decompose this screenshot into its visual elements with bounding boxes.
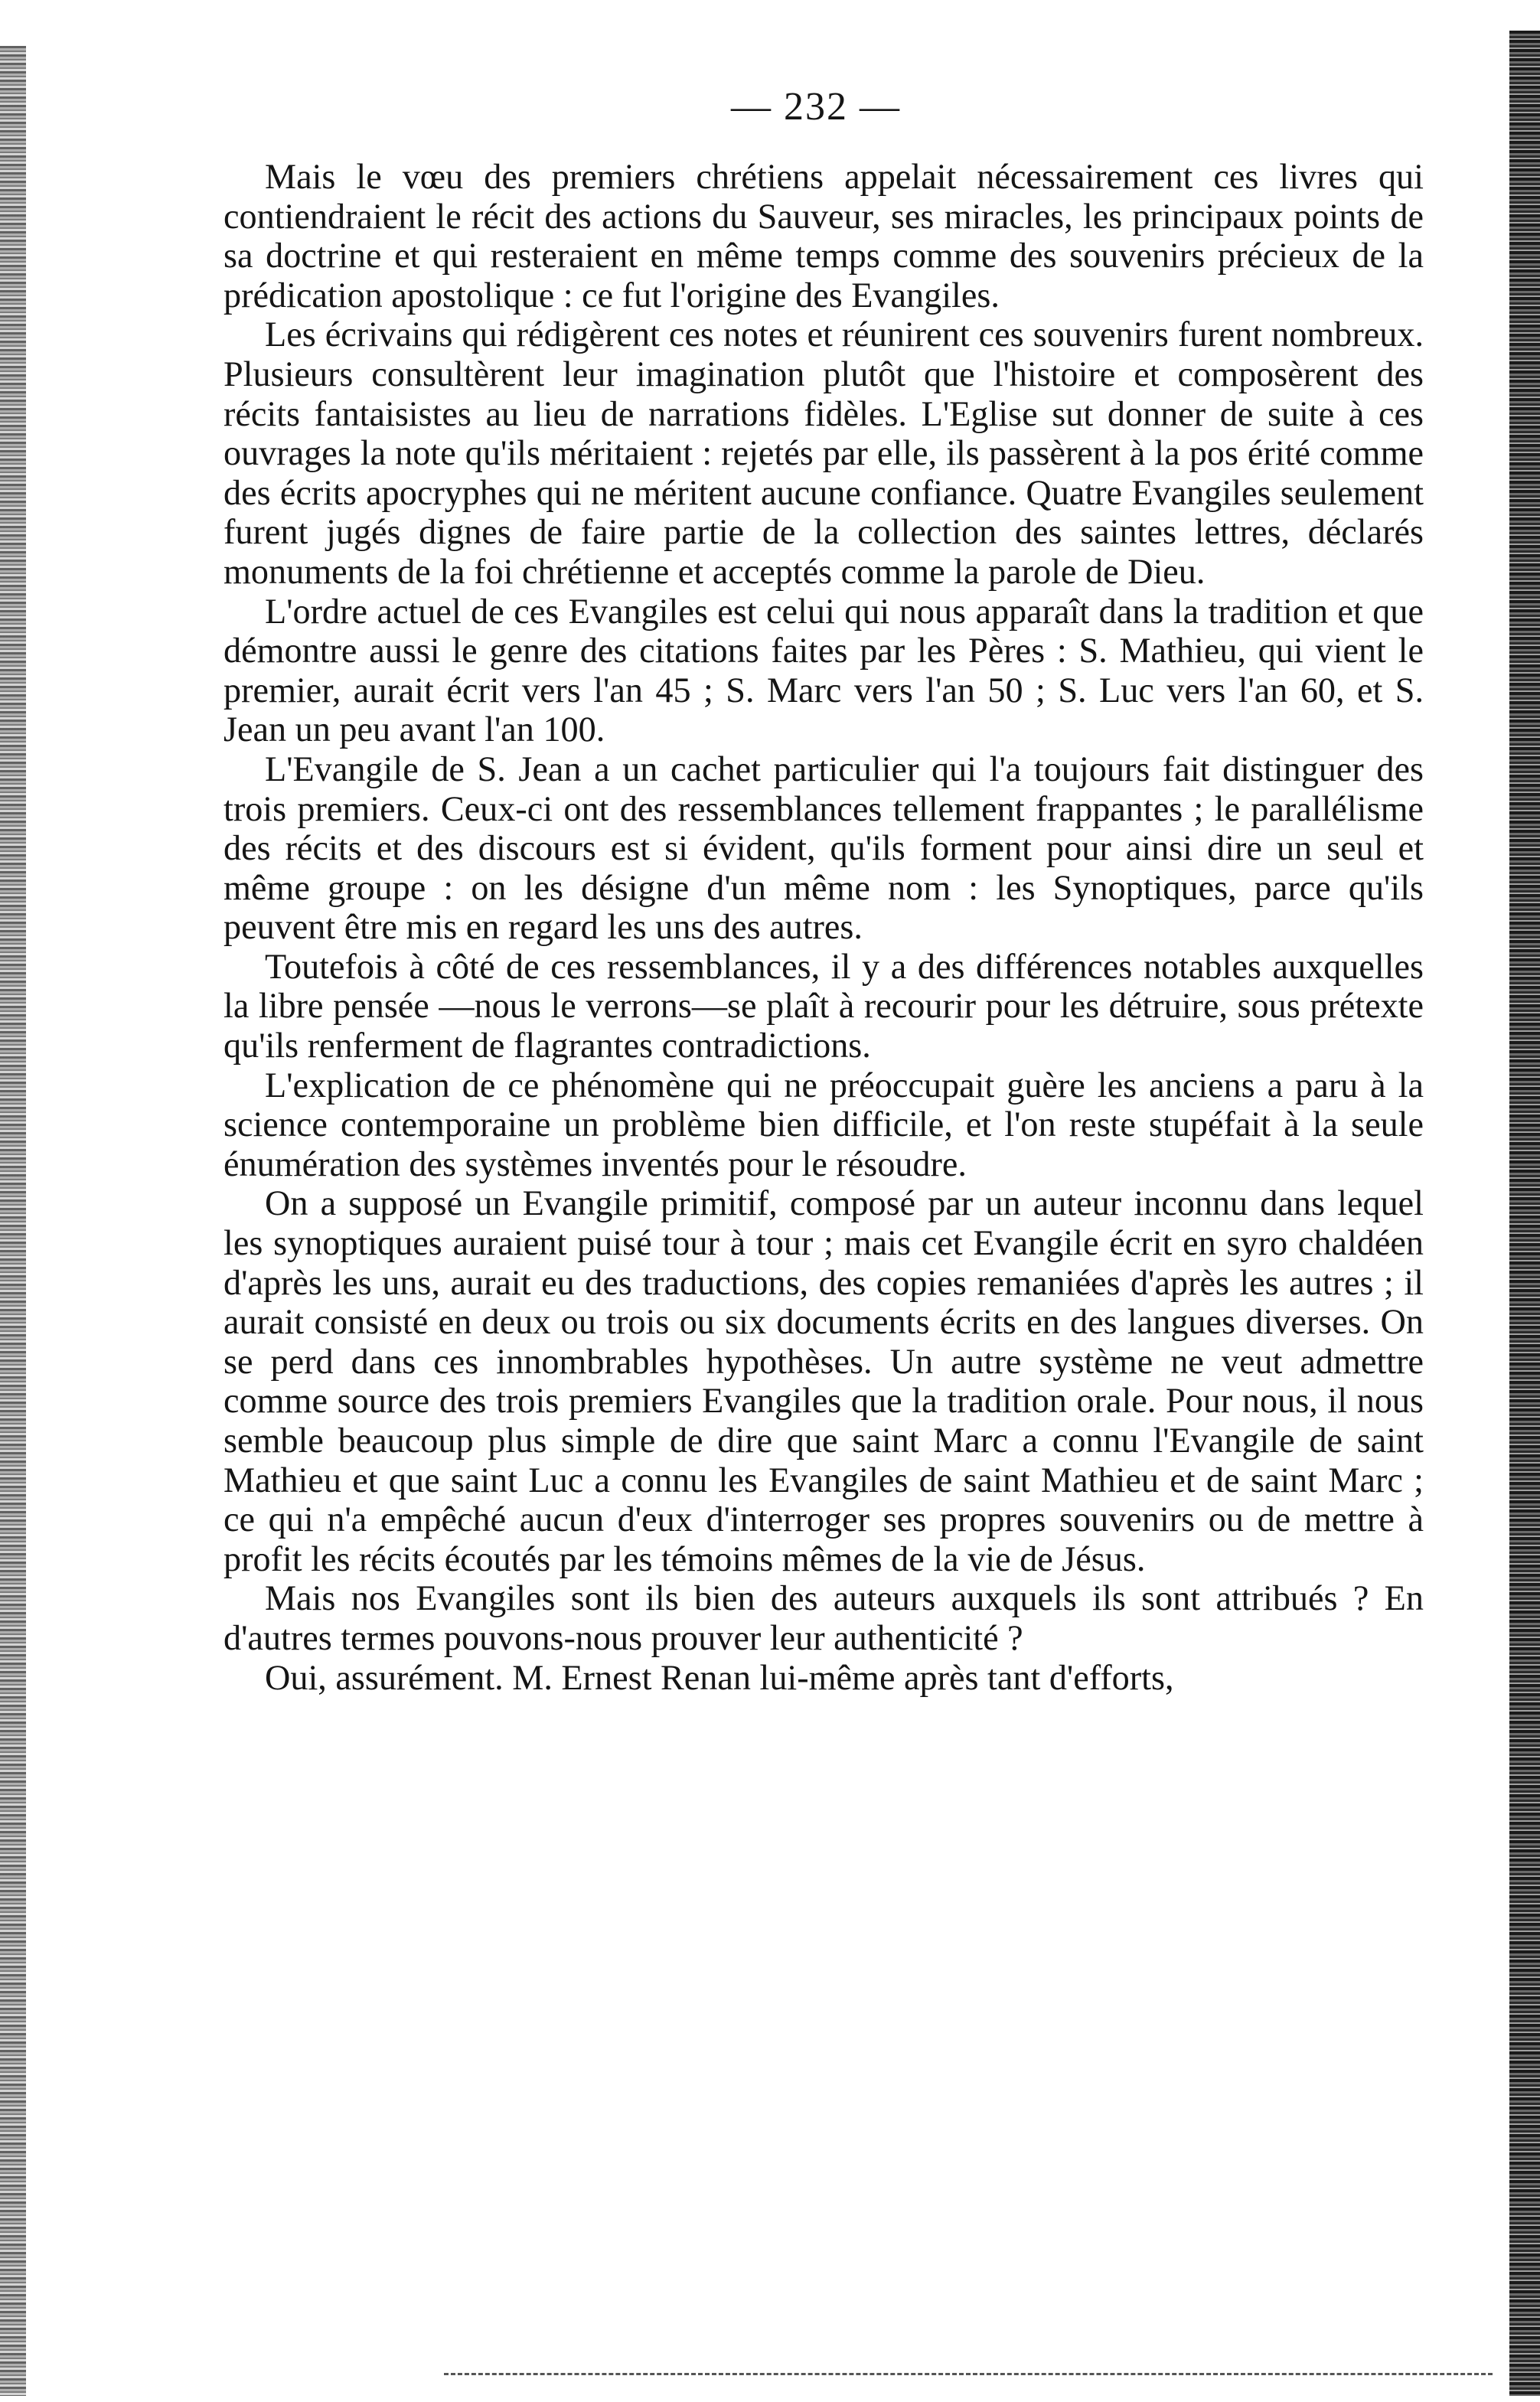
bottom-scan-line: [444, 2373, 1493, 2375]
paragraph: Toutefois à côté de ces ressemblances, il y a des différences notables auxquelles la libre pensée —nous le verrons—se plaît à recourir pour les détruire, sous prétexte qu'ils renferment de flagrantes contradictions.: [223, 946, 1424, 1066]
page-right-edge-scan-artifact: [1509, 31, 1540, 2396]
body-text: [223, 157, 1424, 1697]
paragraph: Oui, assurément. M. Ernest Renan lui-même après tant d'efforts,: [265, 1657, 1174, 1697]
paragraph: Les écrivains qui rédigèrent ces notes et réunirent ces souvenirs furent nombreux. Plusieurs consultèrent leur imagination plutôt que l'histoire et composèrent des récits fantaisistes au lieu de narrations fidèles. L'Eglise sut donner de suite à ces ouvrages la note qu'ils méritaient : rejetés par elle, ils passèrent à la pos érité comme des écrits apocryphes qui ne méritent aucune confiance. Quatre Evangiles seulement furent jugés dignes de faire partie de la collection des saintes lettres, déclarés monuments de la foi chrétienne et acceptés comme la parole de Dieu.: [223, 315, 1424, 591]
paragraph: On a supposé un Evangile primitif, composé par un auteur inconnu dans lequel les synoptiques auraient puisé tour à tour ; mais cet Evangile écrit en syro chaldéen d'après les uns, aurait eu des traductions, des copies remaniées d'après les autres ; il aurait consisté en deux ou trois ou six documents écrits en des langues diverses. On se perd dans ces innombrables hypothèses. Un autre système ne veut admettre comme source des trois premiers Evangiles que la tradition orale. Pour nous, il nous semble beaucoup plus simple de dire que saint Marc a connu l'Evangile de saint Mathieu et que saint Luc a connu les Evangiles de saint Mathieu et de saint Marc ; ce qui n'a empêché aucun d'eux d'interroger ses propres souvenirs ou de mettre à profit les récits écoutés par les témoins mêmes de la vie de Jésus.: [223, 1183, 1424, 1578]
paragraph: L'ordre actuel de ces Evangiles est celui qui nous apparaît dans la tradition et que démontre aussi le genre des citations faites par les Pères : S. Mathieu, qui vient le premier, aurait écrit vers l'an 45 ; S. Marc vers l'an 50 ; S. Luc vers l'an 60, et S. Jean un peu avant l'an 100.: [223, 591, 1424, 749]
page-left-edge-scan-artifact: [0, 46, 26, 2396]
page-number: — 232 —: [731, 85, 901, 129]
paragraph: L'Evangile de S. Jean a un cachet particulier qui l'a toujours fait distinguer des trois premiers. Ceux-ci ont des ressemblances tellement frappantes ; le parallélisme des récits et des discours est si évident, qu'ils forment pour ainsi dire un seul et même groupe : on les désigne d'un même nom : les Synoptiques, parce qu'ils peuvent être mis en regard les uns des autres.: [223, 749, 1424, 947]
paragraph: Mais nos Evangiles sont ils bien des auteurs auxquels ils sont attribués ? En d'autres termes pouvons-nous prouver leur authenticité ?: [223, 1578, 1424, 1657]
paragraph: Mais le vœu des premiers chrétiens appelait nécessairement ces livres qui contiendraient le récit des actions du Sauveur, ses miracles, les principaux points de sa doctrine et qui resteraient en même temps comme des souvenirs précieux de la prédication apostolique : ce fut l'origine des Evangiles.: [223, 157, 1424, 315]
paragraph: L'explication de ce phénomène qui ne préoccupait guère les anciens a paru à la science contemporaine un problème bien difficile, et l'on reste stupéfait à la seule énumération des systèmes inventés pour le résoudre.: [223, 1065, 1424, 1183]
